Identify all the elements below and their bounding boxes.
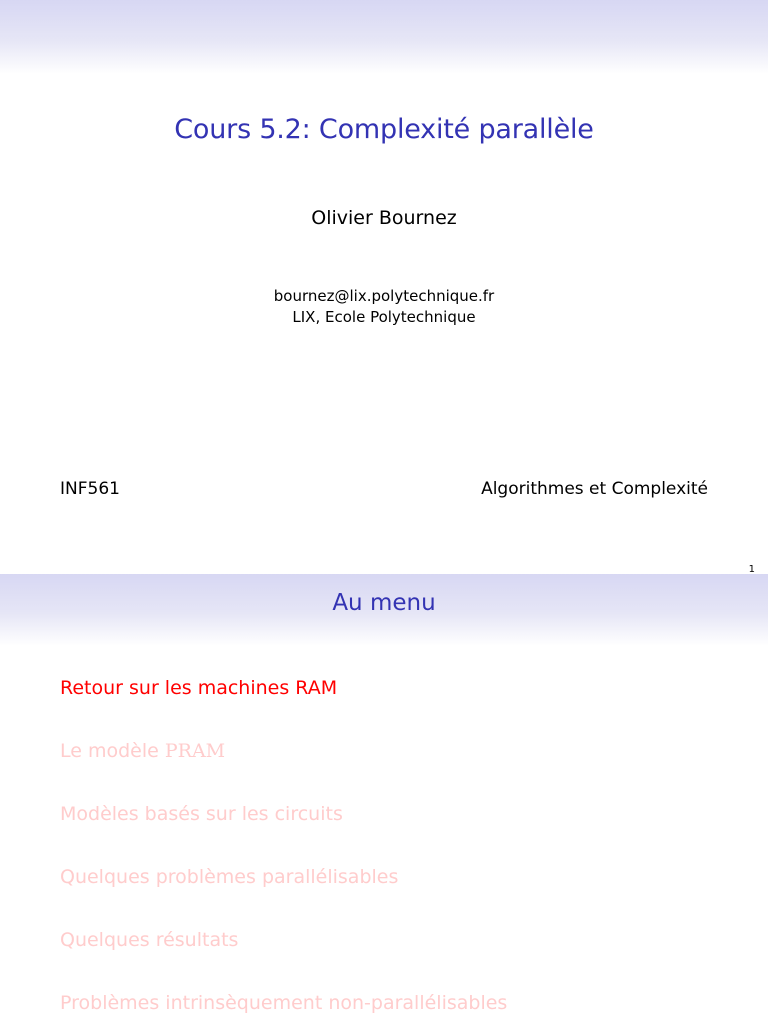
toc-item-non-parallelizable-problems[interactable]: Problèmes intrinsèquement non-parallélisables <box>60 992 508 1014</box>
toc-item-parallelizable-problems[interactable]: Quelques problèmes parallélisables <box>60 866 399 888</box>
course-code: INF561 <box>60 479 120 499</box>
toc-item-ram-machines[interactable]: Retour sur les machines RAM <box>60 677 338 699</box>
toc-item-pram-model[interactable] <box>60 737 507 800</box>
header-band <box>0 0 768 74</box>
toc-item-circuit-models[interactable]: Modèles basés sur les circuits <box>60 803 343 825</box>
institute-block <box>0 286 768 328</box>
author-email: bournez@lix.polytechnique.fr <box>273 287 495 305</box>
toc-item-results[interactable]: Quelques résultats <box>60 929 239 951</box>
page-number: 1 <box>748 564 755 574</box>
institution-name: LIX, Ecole Polytechnique <box>292 308 476 326</box>
outline-slide <box>0 574 768 1024</box>
presentation-title: Cours 5.2: Complexité parallèle <box>174 114 594 145</box>
toc-item-label: Le modèle <box>60 740 165 762</box>
course-name: Algorithmes et Complexité <box>481 479 708 499</box>
pram-acronym: PRAM <box>164 740 226 762</box>
frame-title: Au menu <box>332 590 436 616</box>
author-name: Olivier Bournez <box>311 207 457 229</box>
table-of-contents <box>60 674 507 1024</box>
